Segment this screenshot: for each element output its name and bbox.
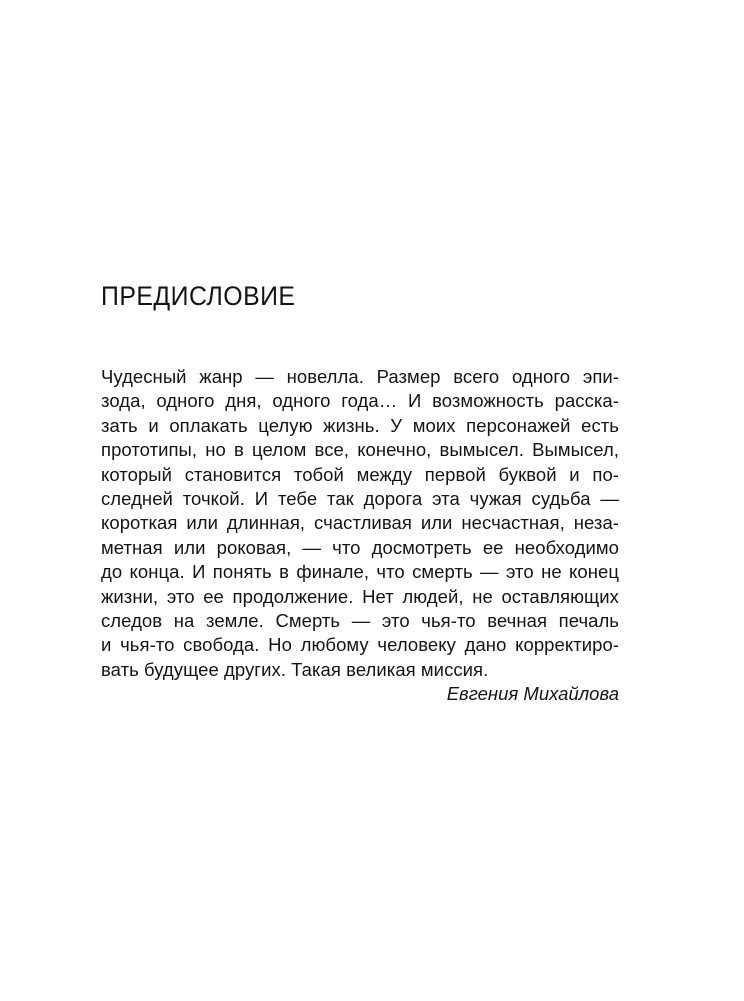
preface-paragraph bbox=[101, 365, 619, 706]
paragraph-line: зода, одного дня, одного года… И возможность расска- bbox=[101, 390, 619, 412]
author-signature: Евгения Михайлова bbox=[446, 683, 619, 705]
paragraph-line: короткая или длинная, счастливая или несчастная, неза- bbox=[101, 512, 619, 534]
paragraph-line: который становится тобой между первой буквой и по- bbox=[101, 463, 619, 485]
paragraph-line: прототипы, но в целом все, конечно, вымысел. Вымысел, bbox=[101, 439, 619, 461]
paragraph-line: вать будущее других. Такая великая миссия. bbox=[101, 658, 489, 680]
paragraph-line: жизни, это ее продолжение. Нет людей, не оставляющих bbox=[101, 585, 619, 607]
paragraph-line: до конца. И понять в финале, что смерть — это не конец bbox=[101, 561, 619, 583]
page-heading: ПРЕДИСЛОВИЕ bbox=[101, 281, 296, 311]
paragraph-line: зать и оплакать целую жизнь. У моих персонажей есть bbox=[101, 414, 619, 436]
paragraph-line: следов на земле. Смерть — это чья-то вечная печаль bbox=[101, 609, 619, 631]
paragraph-line: метная или роковая, — что досмотреть ее необходимо bbox=[101, 536, 619, 558]
paragraph-line: и чья-то свобода. Но любому человеку дано корректиро- bbox=[101, 634, 619, 656]
paragraph-line: Чудесный жанр — новелла. Размер всего одного эпи- bbox=[101, 366, 619, 387]
paragraph-line: следней точкой. И тебе так дорога эта чужая судьба — bbox=[101, 487, 619, 509]
